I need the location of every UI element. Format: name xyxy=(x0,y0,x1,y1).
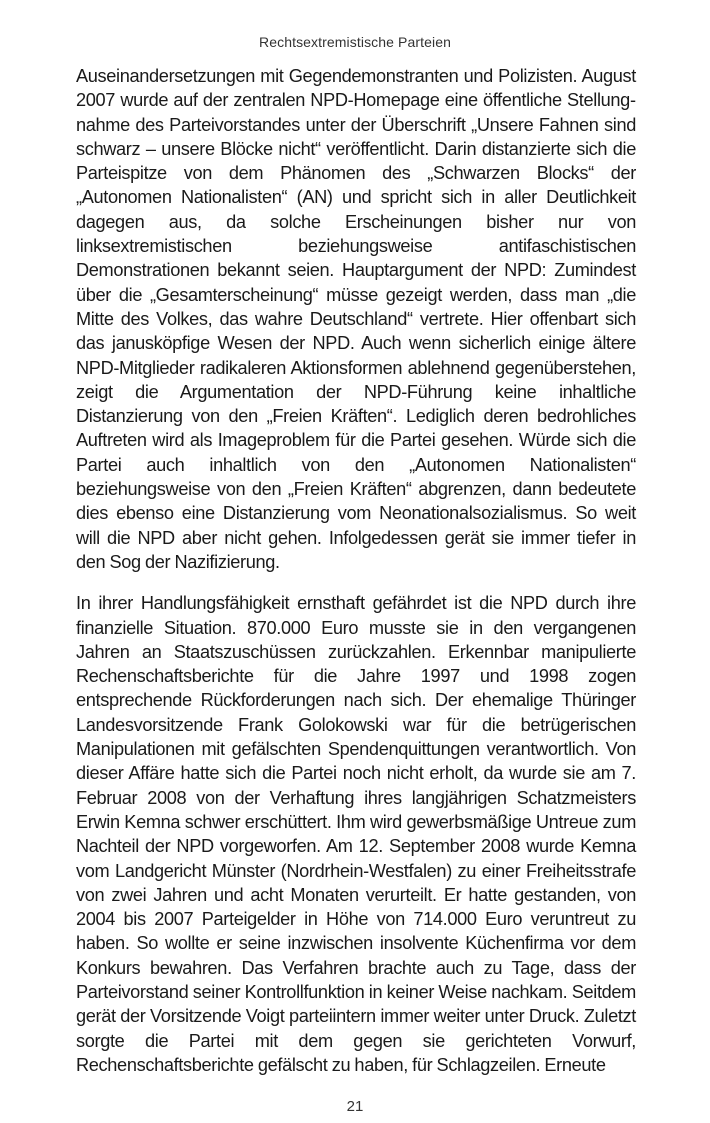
body-text xyxy=(76,64,636,1077)
paragraph-npd-autonomous-nationalists: Auseinandersetzungen mit Gegendemonstranten und Polizisten. August 2007 wurde auf der zentralen NPD-Homepage eine öffentliche Stellungnahme des Parteivorstandes unter der Überschrift „Unsere Fahnen sind schwarz – unsere Blöcke nicht“ veröffentlicht. Darin distanzierte sich die Parteispitze von dem Phänomen des „Schwarzen Blocks“ der „Autonomen Nationalisten“ (AN) und spricht sich in aller Deutlichkeit dagegen aus, da solche Erscheinungen bisher nur von linksextremistischen beziehungsweise antifaschistischen Demonstrationen bekannt seien. Hauptargument der NPD: Zumindest über die „Gesamterscheinung“ müsse gezeigt werden, dass man „die Mitte des Volkes, das wahre Deutschland“ vertrete. Hier offenbart sich das janusköpfige Wesen der NPD. Auch wenn sicherlich einige ältere NPD-Mitglieder radikaleren Aktionsformen ablehnend gegenüberstehen, zeigt die Argumentation der NPD-Führung keine inhaltliche Distanzierung von den „Freien Kräften“. Lediglich deren bedrohliches Auftreten wird als Imageproblem für die Partei gesehen. Würde sich die Partei auch inhaltlich von den „Autonomen Nationalisten“ beziehungsweise von den „Freien Kräften“ abgrenzen, dann bedeutete dies ebenso eine Distanzierung vom Neonationalsozialismus. So weit will die NPD aber nicht gehen. Infolgedessen gerät sie immer tiefer in den Sog der Nazifizierung. xyxy=(76,66,636,572)
page-number: 21 xyxy=(346,1098,364,1115)
running-header: Rechtsextremistische Parteien xyxy=(259,34,451,50)
paragraph-npd-financial-situation: In ihrer Handlungsfähigkeit ernsthaft gefährdet ist die NPD durch ihre finanzielle Situation. 870.000 Euro musste sie in den vergangenen Jahren an Staatszuschüssen zurückzahlen. Erkennbar manipulierte Rechenschaftsberichte für die Jahre 1997 und 1998 zogen entsprechende Rückforderungen nach sich. Der ehemalige Thüringer Landesvorsitzende Frank Golokowski war für die betrügerischen Manipulationen mit gefälschten Spendenquittungen verantwortlich. Von dieser Affäre hatte sich die Partei noch nicht erholt, da wurde sie am 7. Februar 2008 von der Verhaftung ihres langjährigen Schatzmeisters Erwin Kemna schwer erschüttert. Ihm wird gewerbsmäßige Untreue zum Nachteil der NPD vorgeworfen. Am 12. September 2008 wurde Kemna vom Landgericht Münster (Nordrhein-Westfalen) zu einer Freiheitsstrafe von zwei Jahren und acht Monaten verurteilt. Er hatte gestanden, von 2004 bis 2007 Parteigelder in Höhe von 714.000 Euro veruntreut zu haben. So wollte er seine inzwischen insolvente Küchenfirma vor dem Konkurs bewahren. Das Verfahren brachte auch zu Tage, dass der Parteivorstand seiner Kontrollfunktion in keiner Weise nachkam. Seitdem gerät der Vorsitzende Voigt parteiintern immer weiter unter Druck. Zuletzt sorgte die Partei mit dem gegen sie gerichteten Vorwurf, Rechenschaftsberichte gefälscht zu haben, für Schlagzeilen. Erneute xyxy=(76,593,636,1075)
